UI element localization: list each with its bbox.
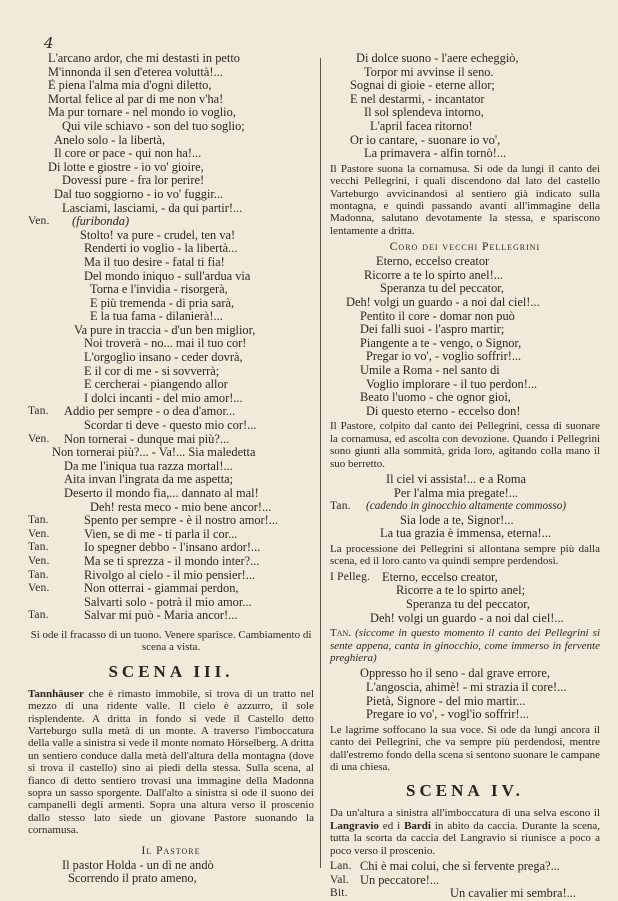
speaker-label [28,501,64,515]
stage-direction-inline: (cadendo in ginocchio altamente commosso) [366,500,567,513]
verse-text: La primavera - alfin tornò!... [364,147,507,161]
verse-text: Ricorre a te lo spirto anel; [396,584,526,598]
verse-text: E cercherai - piangendo allor [84,378,228,392]
verse-text: Spento per sempre - è il nostro amor!... [84,514,279,528]
verse-line [330,52,600,66]
speaker-label [28,147,48,161]
verse-text: L'arcano ardor, che mi destasti in petto [48,52,241,65]
speaker-label [330,134,340,148]
speaker-label: Tan. [330,627,352,640]
verse-text: L'angoscia, ahimè! - mi strazia il core!... [366,680,567,694]
speaker-label [330,667,340,681]
speaker-label: Lan. [330,859,352,872]
speaker-label [28,378,64,392]
verse-line [28,283,314,297]
stage-direction [330,627,600,664]
verse-line [28,582,314,596]
verse-line [28,392,314,406]
verse-text: Piangente a te - vengo, o Signor, [360,336,522,350]
stage-direction-text: ed i [378,819,405,832]
verse-text: È piena l'alma mia d'ogni diletto, [48,79,212,93]
speaker-label [330,147,340,161]
verse-text: Salvar mi può - Maria ancor!... [84,609,238,623]
verse-line [28,147,314,161]
verse-line [330,269,600,283]
verse-text: Per l'alma mia pregate!... [394,486,519,500]
verse-text: Noi troverà - no... mai il tuo cor! [84,337,247,351]
verse-text: Sia lode a te, Signor!... [400,513,514,527]
speaker-label [28,460,64,474]
page-number: 4 [44,34,54,52]
verse-text: La tua grazia è immensa, eterna!... [380,527,551,541]
stage-direction-inline: (furibonda) [72,215,130,229]
speaker-label: Tan. [28,514,49,527]
verse-text: Sognai di gioie - eterne allor; [350,79,495,93]
verse-text: Ma se ti sprezza - il mondo inter?... [84,554,260,568]
verse-line [330,93,600,107]
speaker-label [28,351,64,365]
verse-text: Non otterrai - giammai perdon, [84,582,239,596]
verse-text: Salvarti solo - potrà il mio amor... [84,595,252,609]
speaker-label [330,66,340,80]
verse-text: Pregar io vo', - voglio soffrir!... [366,350,522,364]
verse-text: Va pure in traccia - d'un ben miglior, [74,323,256,337]
verse-line [330,571,600,585]
verse-line [330,323,600,337]
verse-block [330,473,600,500]
verse-line [28,569,314,583]
stage-direction-text: Da un'altura a sinistra all'imboccatura di una selva escono il [330,807,600,820]
verse-line [330,708,600,722]
verse-text: E nel destarmi, - incantator [350,92,485,106]
verse-block [28,229,314,623]
speaker-label [330,708,340,722]
speaker-label [28,242,64,256]
stage-direction [330,807,600,857]
speaker-label: Ven. [28,432,50,445]
verse-line [330,681,600,695]
scene-heading: SCENA III. [108,661,234,681]
speaker-label [330,487,340,501]
stage-direction-text: (siccome in questo momento il canto dei Pellegrini si sente appena, canta in ginocchio, come immerso in fervente preghiera) [330,627,600,664]
verse-text: Di lotte e giostre - io vo' gioire, [48,160,204,174]
verse-line [28,242,314,256]
speaker-label [28,365,64,379]
verse-line [330,860,600,874]
speaker-label: Ven. [28,215,50,228]
verse-line [28,351,314,365]
column-divider [320,58,321,868]
speaker-label [330,255,340,269]
verse-text: Il ciel vi assista!... e a Roma [386,472,527,486]
verse-line [28,365,314,379]
speaker-label [330,296,340,310]
verse-line [330,487,600,501]
verse-line [28,859,314,873]
verse-text: Il sol splendeva intorno, [364,106,484,120]
speaker-label [330,310,340,324]
verse-line [28,297,314,311]
speaker-label [28,473,64,487]
speaker-label: Val. [330,873,350,886]
stage-direction-text: che è rimasto immobile, si trova di un tratto nel mezzo di una ridente valle. Il cielo è azzurro, il sole risplendente. A dritta in fondo si vede il Castello detto Varteburgo sulla metà di un monte. A traverso l'imboccatura della valle a sinistra si vede il monte nomato Hörselberg. A dritta un sentiero conduce dalla metà dell'altura della montagna (dove si trova il castello) sino ai piedi della stessa. Sulla scena, al fianco di detto sentiero trovasi una immagine della Madonna sopra un sasso sporgente. Dall'alto a sinistra si ode il suono dei campanelli degli armenti. Sopra una altura verso il proscenio dallo stesso lato siede un giovane Pastore suonando la cornamusa. [28,687,314,837]
verse-line [330,147,600,161]
verse-text: Dovessi pure - fra lor perire! [62,174,205,188]
speaker-label [330,323,340,337]
speaker-label [28,872,48,886]
speaker-label: Ven. [28,527,50,540]
verse-line [28,310,314,324]
speaker-label [28,188,48,202]
verse-text: Qui vile schiavo - son del tuo soglio; [62,119,245,133]
verse-line [28,501,314,515]
verse-line [28,161,314,175]
verse-line [28,66,314,80]
verse-text: Lasciami, lasciami, - da qui partir!... [62,201,243,215]
verse-block [330,255,600,418]
verse-line [28,419,314,433]
verse-block [330,667,600,721]
verse-text: L'orgoglio insano - ceder dovrà, [84,351,243,365]
verse-text: Pietà, Signore - del mio martir... [366,694,526,708]
speaker-label: Tan. [28,541,49,554]
verse-line [330,106,600,120]
verse-line [330,255,600,269]
verse-line [28,134,314,148]
speaker-label [28,297,64,311]
stage-direction: Il Pastore suona la cornamusa. Si ode da lungi il canto dei vecchi Pellegrini, i quali discendono dal lato del castello Varteburgo avvicinandosi al sentiero già indicato sulla montagna, e quindi passando avanti all'immagine della Madonna, salutano devotamente la stessa, e spariscono lentamente a dritta. [330,162,600,237]
verse-line [330,310,600,324]
verse-line [330,391,600,405]
verse-line [28,609,314,623]
speaker-label [330,79,340,93]
verse-line [330,120,600,134]
verse-line [28,528,314,542]
verse-text: Oppresso ho il seno - dal grave errore, [360,667,550,681]
speaker-label [330,405,340,419]
speaker-label [28,324,64,338]
speaker-label [28,487,64,501]
verse-line [28,433,314,447]
verse-block [330,52,600,161]
verse-line [330,337,600,351]
verse-line [28,52,314,66]
speaker-label [330,282,340,296]
verse-text: Dei falli suoi - l'aspro martir; [360,323,505,337]
verse-line [28,106,314,120]
verse-line [330,887,600,901]
verse-text: I dolci incanti - del mio amor!... [84,391,243,405]
verse-text: Di dolce suono - l'aere echeggiò, [356,52,519,65]
speaker-label [330,350,340,364]
verse-line [28,188,314,202]
verse-text: Torna e l'invidia - risorgerà, [90,283,228,297]
verse-line [330,527,600,541]
verse-text: Il core or pace - qui non ha!... [54,147,202,161]
verse-line [28,872,314,886]
verse-line [28,256,314,270]
speaker-label [330,52,340,66]
verse-line [28,93,314,107]
verse-line [330,364,600,378]
speaker-label [28,66,48,80]
verse-line [330,874,600,888]
speaker-label [28,79,48,93]
verse-line [330,612,600,626]
speaker-label [28,310,64,324]
verse-text: Vien, se di me - ti parla il cor... [84,527,238,541]
speaker-label [330,681,340,695]
speaker-label [28,52,48,66]
verse-text: L'april facea ritorno! [370,119,473,133]
verse-text: Speranza tu del peccator, [380,282,505,296]
stage-direction: Il Pastore, colpito dal canto dei Pellegrini, cessa di suonare la cornamusa, ed ascolta con devozione. Quando i Pellegrini sono giunti alla sommità, grida loro, agitando colla mano il suo berretto. [330,420,600,470]
speaker-label [330,337,340,351]
character-name: Bardi [404,819,431,832]
speaker-label [330,106,340,120]
speaker-label [330,269,340,283]
speaker-label: I Pelleg. [330,570,371,583]
verse-text: Il pastor Holda - un dì ne andò [62,858,214,872]
verse-text: E più tremenda - di pria sarà, [90,296,235,310]
speaker-label [28,256,64,270]
verse-line [330,584,600,598]
verse-line [330,282,600,296]
speaker-label [28,161,48,175]
speaker-label [28,93,48,107]
verse-line [28,514,314,528]
verse-text: Eterno, eccelso creator, [382,570,498,584]
verse-line [330,473,600,487]
verse-line [28,215,314,229]
speaker-label [330,612,340,626]
speaker-label [28,270,64,284]
character-name: Tannhäuser [28,687,84,700]
verse-text: Mortal felice al par di me non v'ha! [48,92,224,106]
speaker-label [28,596,64,610]
verse-text: Umile a Roma - nel santo di [360,363,500,377]
verse-line [28,541,314,555]
verse-line [330,79,600,93]
verse-text: E la tua fama - dilanierà!... [90,310,223,324]
stage-direction: Le lagrime soffocano la sua voce. Si ode da lungi ancora il canto dei Pellegrini, che va sempre più perdendosi, mentre dall'estremo fondo della scena si sentono suonare le campane di una chiesa. [330,723,600,773]
verse-text: Anelo solo - la libertà, [54,133,166,147]
verse-line [330,695,600,709]
speaker-label: Tan. [330,500,351,513]
speaker-label: Ven. [28,554,50,567]
verse-line [28,405,314,419]
speaker-label: Bit. [330,887,348,900]
speaker-label: Ven. [28,582,50,595]
verse-line [330,667,600,681]
verse-line [28,120,314,134]
verse-text: Chi è mai colui, che sì fervente prega?... [360,859,560,873]
verse-text: Pentito il core - domar non può [360,309,515,323]
verse-line [28,324,314,338]
speaker-label [28,283,64,297]
verse-line [28,270,314,284]
verse-text: Beato l'uomo - che ognor gioì, [360,391,511,405]
verse-text: Un cavalier mi sembra!... [450,887,576,901]
verse-line [330,598,600,612]
speaker-label [330,473,340,487]
verse-block [28,859,314,886]
verse-text: Deserto il mondo fia,... dannato al mal! [64,487,259,500]
right-column [330,52,600,901]
verse-text: Deh! resta meco - mio bene ancor!... [90,500,272,514]
scene-heading: SCENA IV. [406,781,524,801]
speaker-label [330,391,340,405]
verse-block [28,52,314,215]
verse-text: Un peccatore!... [360,873,440,887]
verse-text: Del mondo iniquo - sull'ardua via [84,269,251,283]
verse-line [330,378,600,392]
speaker-label [330,514,340,528]
speaker-label: Tan. [28,609,49,622]
verse-line [28,378,314,392]
verse-block [330,860,600,901]
verse-text: Or io cantare, - suonare io vo', [350,133,501,147]
verse-line [28,473,314,487]
verse-text: Stolto! va pure - crudel, ten va! [80,228,236,242]
verse-text: Addio per sempre - o dea d'amor... [64,405,236,419]
speaker-label [28,202,48,216]
speaker-label [28,229,64,243]
verse-text: Non tornerai - dunque mai più?... [64,432,230,446]
verse-text: Eterno, eccelso creator [376,255,490,269]
verse-line [28,555,314,569]
stage-direction: Si ode il fracasso di un tuono. Venere sparisce. Cambiamento di scena a vista. [30,628,312,654]
verse-text: Non tornerai più?... - Va!... Sia maledetta [52,446,256,460]
speaker-label [28,859,48,873]
verse-line [330,514,600,528]
verse-line [28,337,314,351]
verse-text: Io spegner debbo - l'insano ardor!... [84,541,261,555]
verse-text: Di questo eterno - eccelso don! [366,404,521,418]
verse-text: Aita invan l'ingrata da me aspetta; [64,473,234,487]
verse-text: Deh! volgi un guardo - a noi dal ciel!... [370,611,564,625]
speaker-label [28,106,48,120]
verse-block [330,584,600,625]
character-heading: Coro dei vecchi Pellegrini [389,241,541,254]
left-column [28,52,314,886]
verse-line [28,229,314,243]
verse-text: Voglio implorare - il tuo perdon!... [366,377,538,391]
verse-text: Renderti io voglio - la libertà... [84,242,238,256]
speaker-label [330,527,340,541]
speaker-label [28,419,64,433]
verse-text: M'innonda il sen d'eterea voluttà!... [48,65,223,79]
verse-text: Deh! volgi un guardo - a noi dal ciel!... [346,295,540,309]
speaker-label: Tan. [28,405,49,418]
verse-line [330,350,600,364]
verse-text: Scorrendo il prato ameno, [68,872,197,886]
verse-text: Speranza tu del peccator, [406,597,531,611]
verse-line [28,446,314,460]
speaker-label [330,378,340,392]
speaker-label [330,364,340,378]
verse-line [28,202,314,216]
verse-line [330,296,600,310]
verse-line [28,79,314,93]
stage-direction [28,688,314,837]
verse-line [330,500,600,514]
speaker-label [28,174,48,188]
verse-text: Ma il tuo desire - fatal ti fia! [84,255,225,269]
speaker-label: Tan. [28,568,49,581]
stage-direction: La processione dei Pellegrini si allontana sempre più dalla scena, ed il loro canto va quindi sempre perdendosi. [330,542,600,568]
verse-line [330,66,600,80]
verse-line [28,596,314,610]
speaker-label [28,337,64,351]
character-name: Langravio [330,819,379,832]
verse-block [330,514,600,541]
verse-text: Torpor mi avvinse il seno. [364,65,494,79]
speaker-label [28,120,48,134]
speaker-label [330,695,340,709]
speaker-label [330,584,340,598]
verse-line [28,460,314,474]
speaker-label [330,598,340,612]
stage-direction-text: in abito da caccia. Durante la scena, tutta la scorta da caccia del Langravio si riunisce a poco a poco verso il proscenio. [330,819,600,857]
verse-line [330,134,600,148]
verse-text: Rivolgo al cielo - il mio pensier!... [84,568,256,582]
speaker-label [28,392,64,406]
verse-text: Ricorre a te lo spirto anel!... [364,268,504,282]
character-heading: Il Pastore [141,844,201,857]
verse-text: Ma pur tornare - nel mondo io voglio, [48,106,236,120]
verse-line [28,174,314,188]
verse-text: Dal tuo soggiorno - io vo' fuggir... [54,187,224,201]
speaker-label [330,93,340,107]
verse-line [28,487,314,501]
verse-text: Scordar ti deve - questo mio cor!... [84,419,257,433]
verse-text: E il cor di me - si sovverrà; [84,364,220,378]
verse-line [330,405,600,419]
speaker-label [330,120,340,134]
verse-text: Da me l'iniqua tua razza mortal!... [64,459,233,473]
speaker-label [28,134,48,148]
verse-text: Pregare io vo', - vogl'io soffrir!... [366,708,529,722]
